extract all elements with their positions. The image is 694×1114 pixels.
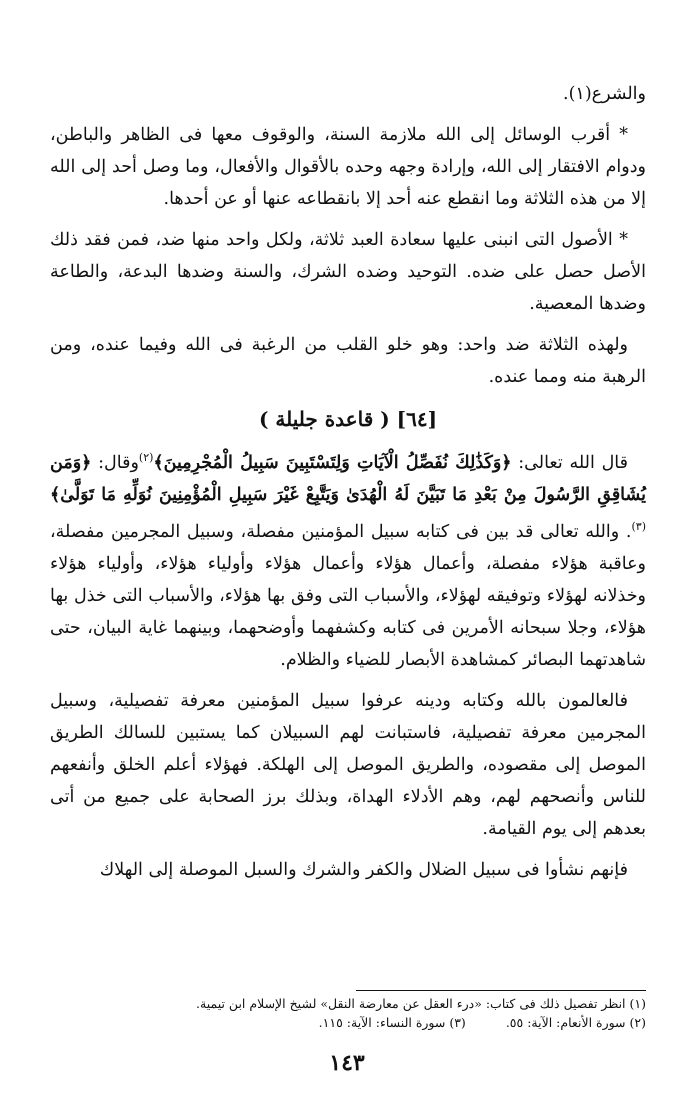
section-heading: [٦٤] ( قاعدة جليلة ) — [258, 407, 438, 431]
footnote-2: (٢) سورة الأنعام: الآية: ٥٥. — [505, 1015, 646, 1030]
paragraph-rest: . والله تعالى قد بين فى كتابه سبيل المؤمنين مفصلة، وسبيل المجرمين مفصلة، وعاقبة هؤلاء مفصلة، وأعمال هؤلاء وأعمال هؤلاء وأولياء هؤلاء، وأولياء هؤلاء وخذلانه لهؤلاء وتوفيقه لهؤلاء، والأسباب التى وفق بها هؤلاء، والأسباب التى خذل بها هؤلاء، وجلا سبحانه الأمرين فى كتابه وكشفهما وأوضحهما، وبينهما غاية البيان، حتى شاهدتهما البصائر كمشاهدة الأبصار للضياء والظلام. — [50, 521, 646, 670]
paragraph-three-principles: * الأصول التى انبنى عليها سعادة العبد ثلاثة، ولكل واحد منها ضد، فمن فقد ذلك الأصل حصل على ضده. التوحيد وضده الشرك، والسنة وضدها البدعة، والطاعة وضدها المعصية. — [50, 230, 646, 314]
paragraph-continuation — [50, 78, 646, 110]
paragraph-closest-means: * أقرب الوسائل إلى الله ملازمة السنة، والوقوف معها فى الظاهر والباطن، ودوام الافتقار إلى الله، وإرادة وجهه وحده بالأقوال والأفعال، وما وصل أحد إلى الله إلا من هذه الثلاثة وما انقطع عنه أحد إلا بانقطاعه عنها أو عن أحدها. — [50, 125, 646, 209]
verse-anam: ﴿وَكَذَٰلِكَ نُفَصِّلُ الْآيَاتِ وَلِتَسْتَبِينَ سَبِيلُ الْمُجْرِمِينَ﴾ — [153, 452, 512, 473]
paragraph-knowers: فالعالمون بالله وكتابه ودينه عرفوا سبيل المؤمنين معرفة تفصيلية، وسبيل المجرمين معرفة تفصيلية، فاستبانت لهم السبيلان كما يستبين للسالك الطريق الموصل إلى مقصوده، والطريق الموصل إلى الهلكة. فهؤلاء أعلم الخلق وأنفعهم للناس وأنصحهم لهم، وهم الأدلاء الهداة، وبذلك برز الصحابة على جميع من أتى بعدهم إلى يوم القيامة. — [50, 690, 646, 839]
footnote-ref-2: (٢) — [138, 451, 154, 464]
paragraph-text: والشرع(١). — [563, 84, 646, 104]
footnote-1: (١) انظر تفصيل ذلك فى كتاب: «درء العقل عن معارضة النقل» لشيخ الإسلام ابن تيمية. — [196, 996, 646, 1011]
page-number: ١٤٣ — [329, 1050, 365, 1076]
paragraph-continues: فإنهم نشأوا فى سبيل الضلال والكفر والشرك والسبل الموصلة إلى الهلاك — [99, 859, 628, 880]
verse-nisa: ﴿وَمَن يُشَاقِقِ الرَّسُولَ مِنْ بَعْدِ مَا تَبَيَّنَ لَهُ الْهُدَىٰ وَيَتَّبِعْ غَيْرَ سَبِيلِ الْمُؤْمِنِينَ نُوَلِّهِ مَا تَوَلَّىٰ﴾ — [50, 452, 646, 505]
footnote-3: (٣) سورة النساء: الآية: ١١٥. — [318, 1015, 466, 1030]
footnotes — [50, 990, 646, 1032]
intro-text: قال الله تعالى: — [511, 452, 628, 473]
paragraph-single-opposite: ولهذه الثلاثة ضد واحد: وهو خلو القلب من الرغبة فى الله وفيما عنده، ومن الرهبة منه ومما عنده. — [50, 335, 646, 387]
footnote-ref-3: (٣) — [631, 519, 646, 533]
footnote-divider — [356, 990, 646, 991]
footnote-row — [50, 1013, 646, 1032]
paragraph-quran-verses — [50, 442, 646, 676]
and-said-text: وقال: — [91, 452, 139, 473]
